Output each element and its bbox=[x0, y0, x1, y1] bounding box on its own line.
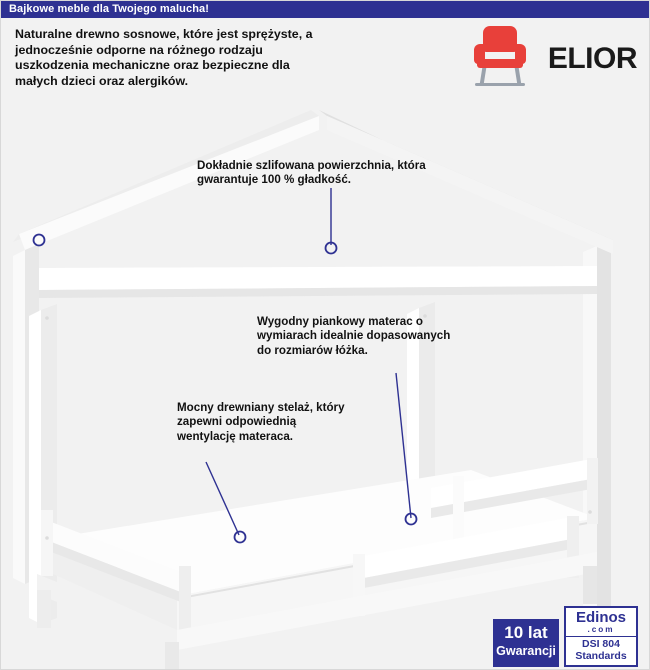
product-image-area bbox=[1, 18, 650, 670]
callout-text-mattress: Wygodny piankowy materac o wymiarach idealnie dopasowanych do rozmiarów łóżka. bbox=[257, 315, 451, 357]
edinos-standard-label: Standards bbox=[575, 650, 627, 662]
edinos-name: Edinos bbox=[575, 609, 626, 626]
callout-text-frame: Mocny drewniany stelaż, który zapewni odpowiednią wentylację materaca. bbox=[177, 401, 345, 443]
header-banner bbox=[1, 1, 650, 18]
armchair-icon bbox=[471, 26, 531, 88]
guarantee-label: Gwarancji bbox=[496, 644, 556, 658]
guarantee-years: 10 lat bbox=[504, 623, 548, 642]
edinos-badge bbox=[564, 606, 638, 667]
edinos-domain: .com bbox=[587, 625, 615, 634]
brand-name: ELIOR bbox=[547, 42, 637, 75]
intro-paragraph: Naturalne drewno sosnowe, które jest sprężyste, a jednocześnie odporne na różnego rodzaju uszkodzenia mechaniczne oraz bezpieczne dla małych dzieci oraz alergików. bbox=[15, 27, 313, 88]
guarantee-badge bbox=[493, 619, 559, 667]
header-title: Bajkowe meble dla Twojego malucha! bbox=[9, 3, 210, 15]
callout-text-surface: Dokładnie szlifowana powierzchnia, która gwarantuje 100 % gładkość. bbox=[197, 159, 426, 187]
brand-logo bbox=[457, 24, 637, 96]
edinos-standard-code: DSI 804 bbox=[566, 636, 636, 650]
